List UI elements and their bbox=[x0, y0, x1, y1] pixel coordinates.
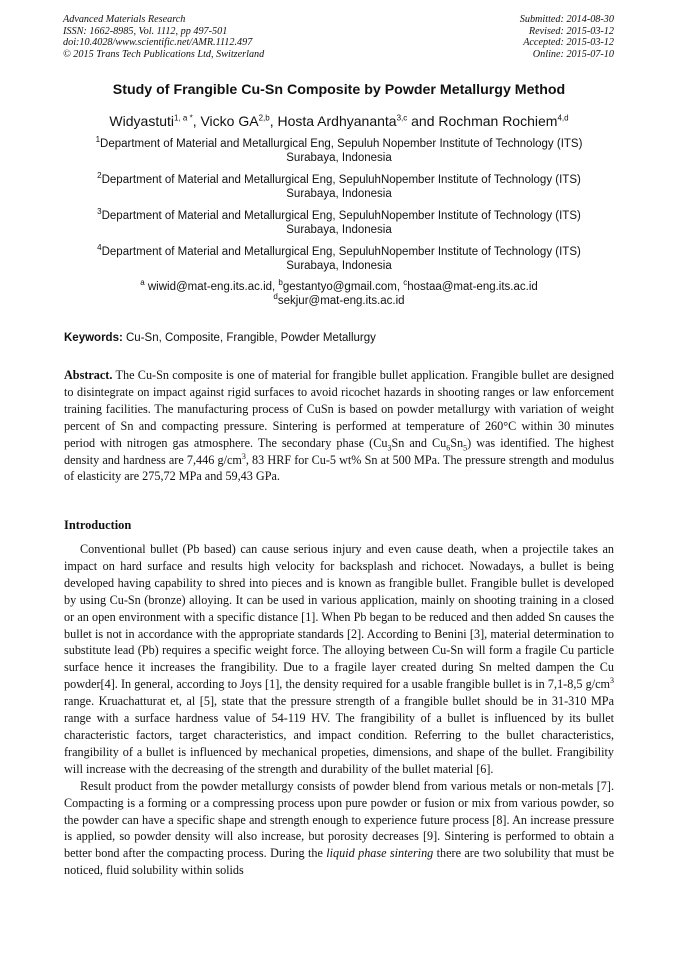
author-affiliation-mark: 4,d bbox=[557, 113, 569, 123]
date-online: Online: 2015-07-10 bbox=[532, 48, 614, 60]
affiliation-number: 2 bbox=[97, 171, 102, 181]
affiliation bbox=[40, 209, 638, 237]
affiliation-department: Department of Material and Metallurgical Eng, SepuluhNopember Institute of Technology (ITS) bbox=[101, 246, 581, 258]
affiliation-department: Department of Material and Metallurgical Eng, SepuluhNopember Institute of Technology (ITS) bbox=[101, 174, 581, 186]
affiliation-city: Surabaya, Indonesia bbox=[286, 224, 392, 236]
author-separator: , bbox=[269, 113, 278, 129]
affiliation-city: Surabaya, Indonesia bbox=[286, 152, 392, 164]
section-heading-introduction: Introduction bbox=[64, 518, 132, 532]
author-affiliation-mark: 3,c bbox=[396, 113, 408, 123]
affiliation bbox=[40, 137, 638, 165]
author-name: Widyastuti bbox=[109, 113, 174, 129]
affiliation bbox=[40, 245, 638, 273]
affiliation-number: 4 bbox=[97, 243, 102, 253]
author-affiliation-mark: 2,b bbox=[258, 113, 270, 123]
abstract-label: Abstract. bbox=[64, 368, 113, 382]
paragraph: Conventional bullet (Pb based) can cause serious injury and even cause death, when a projectile takes an impact on hard surface and results high velocity for backsplash and richocet. Nowadays, a bullet is being developed having capability to shred into pieces and is known as frangible bullet. Frangible bullet is developed by using Cu-Sn (bronze) alloying. It can be used in various application, mainly on shooting training in a closed or an open environment with a specific distance [1]. When Pb began to be reduced and then added Sn causes the bullet is not in accordance with the appropriate standards [2]. According to Benini [3], material determination to substitute lead (Pb) requires a specific weight force. The alloying between Cu-Sn will form a fragile Cu particle surface hence it increases the frangibility. Due to a fragile layer created during Sn melted dampen the Cu powder[4]. In general, according to Joys [1], the density required for a usable frangible bullet is in 7,1-8,5 $g/cm^3$ range. Kruachatturat et, al [5], state that the pressure strength of a frangible bullet should be in 31-310 MPa range with a surface hardness value of 54-119 HV. The frangibility of a bullet is influenced by its bullet characteristic factors, target characteristics, and impact condition. Referring to the bullet characteristics, frangibility of a bullet is influenced by mechanical propeties, dimensions, and shape of the bullet. Frangibility will increase with the decreasing of the strength and durability of the bullet material [6]. bbox=[64, 542, 614, 776]
publication-dates bbox=[520, 14, 614, 60]
email-b: gestantyo@gmail.com, bbox=[282, 281, 401, 293]
author-name: Vicko GA bbox=[200, 113, 259, 129]
affiliation-number: 1 bbox=[95, 135, 101, 145]
author-name: Hosta Ardhyananta bbox=[277, 113, 397, 129]
date-revised: Revised: 2015-03-12 bbox=[528, 25, 614, 37]
introduction-text bbox=[64, 541, 614, 879]
journal-doi: doi:10.4028/www.scientific.net/AMR.1112.497 bbox=[63, 37, 253, 49]
email-d: sekjur@mat-eng.its.ac.id bbox=[277, 295, 405, 307]
author-separator: , bbox=[192, 113, 201, 129]
journal-info bbox=[63, 14, 264, 60]
journal-copyright: © 2015 Trans Tech Publications Ltd, Switzerland bbox=[63, 48, 265, 60]
date-submitted: Submitted: 2014-08-30 bbox=[519, 14, 614, 25]
affiliation bbox=[40, 173, 638, 201]
author-affiliation-mark: 1, a * bbox=[174, 113, 193, 123]
email-c: hostaa@mat-eng.its.ac.id bbox=[407, 281, 538, 293]
affiliation-department: Department of Material and Metallurgical Eng, Sepuluh Nopember Institute of Technology (ITS) bbox=[100, 138, 583, 150]
author-separator: and bbox=[407, 113, 439, 129]
author-list bbox=[30, 113, 648, 129]
affiliation-city: Surabaya, Indonesia bbox=[286, 260, 392, 272]
affiliation-city: Surabaya, Indonesia bbox=[286, 188, 392, 200]
date-accepted: Accepted: 2015-03-12 bbox=[523, 37, 614, 49]
author-name: Rochman Rochiem bbox=[438, 113, 558, 129]
journal-name: Advanced Materials Research bbox=[63, 14, 186, 25]
author-emails: $^a$ wiwid@mat-eng.its.ac.id, $^b$gestantyo@gmail.com, $^c$hostaa@mat-eng.its.ac.id $^d$sekjur@mat-eng.its.ac.id bbox=[140, 278, 538, 307]
abstract: Abstract. The Cu-Sn composite is one of material for frangible bullet application. Frangible bullet are designed to disintegrate on impact against rigid surfaces to avoid ricochet hazards in shooting ranges or law enforcement training facilities. The manufacturing process of CuSn is based on powder metallurgy with variation of weight percent of Sn and compacting pressure. Sintering is performed at temperature of 260°C within 30 minutes period with nitrogen gas atmosphere. The secondary phase ($Cu_3Sn$ and $Cu_6Sn_5$) was identified. The highest density and hardness are 7,446 $g/cm^3$, 83 HRF for Cu-5 wt% Sn at 500 MPa. The pressure strength and modulus of elasticity are 275,72 MPa and 59,43 GPa. bbox=[64, 368, 615, 484]
keywords-text: Cu-Sn, Composite, Frangible, Powder Metallurgy bbox=[126, 332, 376, 344]
affiliation-number: 3 bbox=[97, 207, 102, 217]
journal-issn: ISSN: 1662-8985, Vol. 1112, pp 497-501 bbox=[63, 25, 228, 37]
email-a: wiwid@mat-eng.its.ac.id, bbox=[147, 281, 276, 293]
keywords-label: Keywords: bbox=[64, 332, 123, 344]
paper-title: Study of Frangible Cu-Sn Composite by Powder Metallurgy Method bbox=[112, 82, 566, 98]
paragraph: Result product from the powder metallurgy consists of powder blend from various metals or non-metals [7]. Compacting is a forming or a compressing process upon pure powder or fusion or mix from various powder, so the powder can have a specific shape and strength enough to experience future process [8]. An increase pressure is applied, so powder density will also increase, but porosity decreases [9]. Sintering is performed to obtain a better bond after the compacting process. During the liquid phase sintering there are two solubility that must be noticed, fluid solubility within solids bbox=[64, 778, 614, 878]
keywords bbox=[64, 332, 376, 344]
affiliation-department: Department of Material and Metallurgical Eng, SepuluhNopember Institute of Technology (ITS) bbox=[101, 210, 581, 222]
